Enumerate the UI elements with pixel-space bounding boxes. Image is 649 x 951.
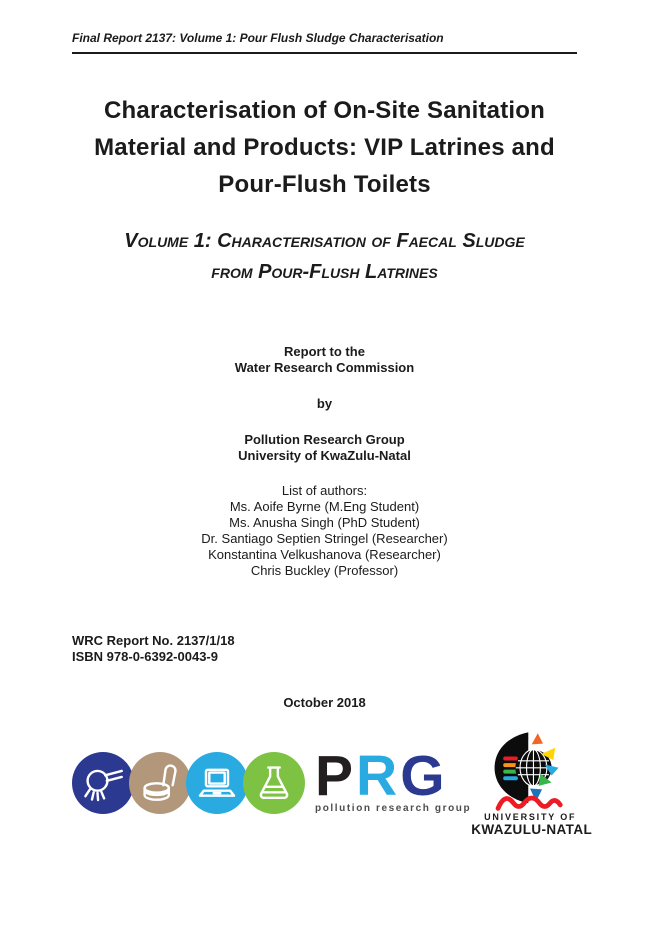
report-to-line: Water Research Commission [234,360,415,375]
author-line: Ms. Anusha Singh (PhD Student) [229,515,420,530]
spray-nozzle-icon [81,761,125,805]
volume-subtitle [72,226,577,288]
authors-heading: List of authors: [281,483,368,498]
author-line: Konstantina Velkushanova (Researcher) [208,547,441,562]
ukzn-name-line1: UNIVERSITY OF [484,812,577,822]
laptop-icon [195,761,239,805]
prg-letter-p: P [315,744,357,808]
publication-date: October 2018 [283,695,366,710]
report-title [72,92,577,203]
prg-letter-r: R [356,744,401,808]
report-to-block [72,344,577,376]
title-line: Characterisation of On-Site Sanitation [104,97,545,124]
ukzn-emblem-icon [478,728,582,811]
title-line: Material and Products: VIP Latrines and [94,134,555,161]
page-header [72,31,577,54]
organisation-line: University of KwaZulu-Natal [238,448,411,463]
prg-circle-spray [72,752,134,814]
isbn: ISBN 978-0-6392-0043-9 [72,649,218,664]
subtitle-line: from Pour-Flush Latrines [211,261,438,283]
prg-circle-flask [243,752,305,814]
report-number: WRC Report No. 2137/1/18 [72,633,235,648]
organisation-block [72,432,577,464]
ukzn-name-line2: KWAZULU-NATAL [471,822,593,837]
title-line: Pour-Flush Toilets [218,171,431,198]
report-cover-page [0,31,649,951]
author-line: Chris Buckley (Professor) [250,563,399,578]
prg-circle-toilet [129,752,191,814]
byline: by [316,396,333,411]
report-meta-block [72,633,577,665]
ukzn-logo [471,728,593,837]
running-title: Final Report 2137: Volume 1: Pour Flush Sludge Characterisation [72,31,444,45]
prg-letter-g: G [400,744,448,808]
authors-block [72,483,577,579]
prg-tagline: pollution research group [315,803,472,814]
toilet-pedestal-icon [138,761,182,805]
author-line: Dr. Santiago Septien Stringel (Researcher) [201,531,448,546]
report-to-line: Report to the [284,344,365,359]
subtitle-line: Volume 1: Characterisation of Faecal Sludge [124,230,525,252]
prg-logo [72,744,472,814]
prg-circle-laptop [186,752,248,814]
author-line: Ms. Aoife Byrne (M.Eng Student) [229,499,420,514]
organisation-line: Pollution Research Group [244,432,405,447]
prg-icon-circles [72,752,305,814]
logo-row [72,728,593,837]
prg-wordmark [315,744,472,814]
prg-letters [315,744,471,808]
flask-icon [252,761,296,805]
